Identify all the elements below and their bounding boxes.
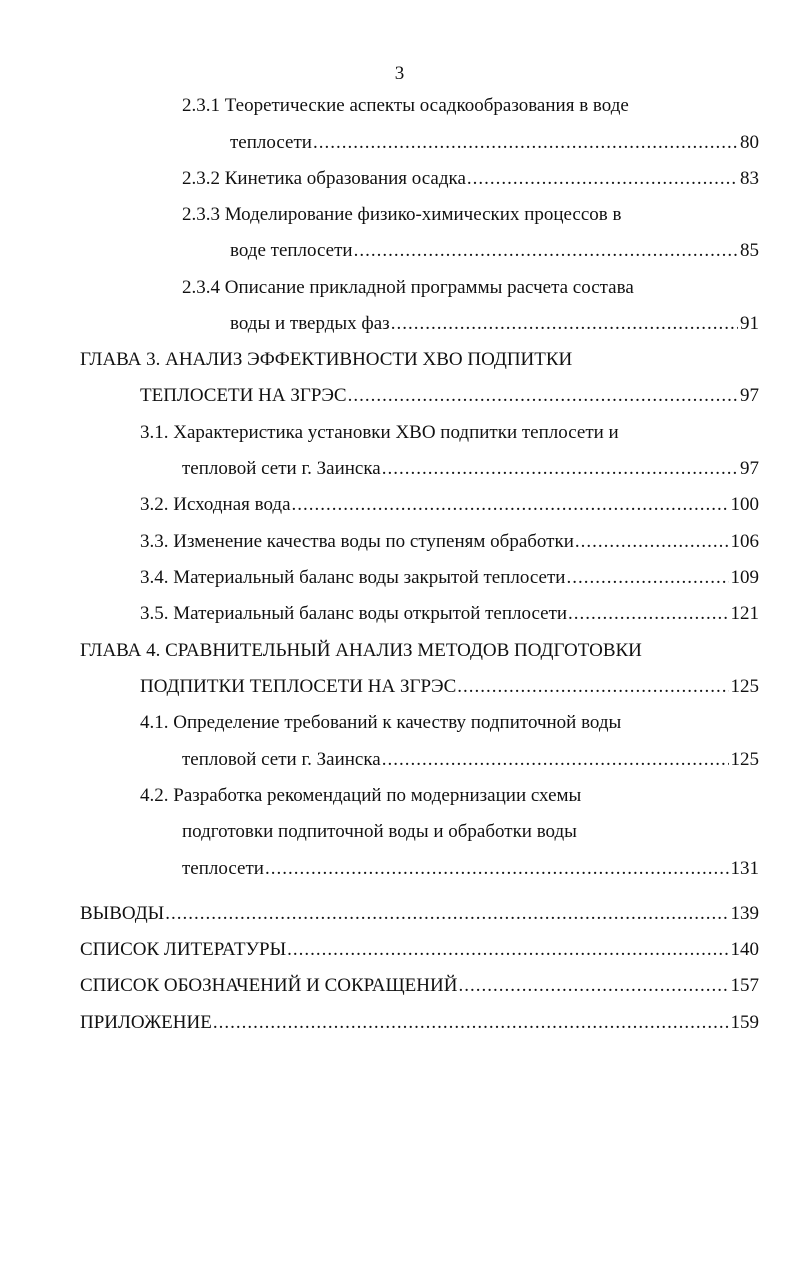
dot-leader bbox=[165, 900, 728, 928]
toc-entry-3-1[interactable] bbox=[182, 455, 759, 483]
page-number: 3 bbox=[394, 63, 405, 84]
toc-page-number: 139 bbox=[730, 903, 759, 924]
toc-entry-4-2[interactable] bbox=[182, 855, 759, 883]
dot-leader bbox=[313, 129, 738, 157]
dot-leader bbox=[354, 237, 738, 265]
toc-entry-text: 3.5. Материальный баланс воды открытой теплосети bbox=[140, 603, 568, 624]
toc-page-number: 83 bbox=[740, 168, 759, 189]
dot-leader bbox=[292, 491, 729, 519]
toc-entry-text: 3.4. Материальный баланс воды закрытой теплосети bbox=[140, 567, 566, 588]
toc-abbreviations[interactable] bbox=[80, 972, 759, 1000]
toc-page-number: 106 bbox=[730, 531, 759, 552]
dot-leader bbox=[457, 673, 728, 701]
toc-chapter-4[interactable] bbox=[140, 673, 759, 701]
toc-entry-text: ПРИЛОЖЕНИЕ bbox=[80, 1012, 212, 1033]
dot-leader bbox=[566, 564, 728, 592]
toc-entry-text: воде теплосети bbox=[230, 240, 353, 261]
toc-page-number: 85 bbox=[740, 240, 759, 261]
toc-entry-text: ПОДПИТКИ ТЕПЛОСЕТИ НА ЗГРЭС bbox=[140, 676, 457, 697]
toc-entry-text: ВЫВОДЫ bbox=[80, 903, 165, 924]
toc-entry-text: СПИСОК ОБОЗНАЧЕНИЙ И СОКРАЩЕНИЙ bbox=[80, 975, 458, 996]
toc-entry-text: теплосети bbox=[230, 132, 312, 153]
toc-page-number: 157 bbox=[730, 975, 759, 996]
toc-entry-2-3-1[interactable] bbox=[230, 129, 759, 157]
toc-references[interactable] bbox=[80, 936, 759, 964]
toc-page-number: 109 bbox=[730, 567, 759, 588]
toc-entry-text: теплосети bbox=[182, 858, 264, 879]
toc-entry-2-3-4-title: 2.3.4 Описание прикладной программы расчета состава bbox=[182, 277, 634, 298]
toc-page-number: 131 bbox=[730, 858, 759, 879]
toc-entry-text: 3.2. Исходная вода bbox=[140, 494, 291, 515]
dot-leader bbox=[382, 455, 738, 483]
toc-page-number: 100 bbox=[730, 494, 759, 515]
dot-leader bbox=[382, 746, 729, 774]
toc-entry-2-3-1-title: 2.3.1 Теоретические аспекты осадкообразования в воде bbox=[182, 95, 629, 116]
toc-chapter-3[interactable] bbox=[140, 382, 759, 410]
dot-leader bbox=[287, 936, 728, 964]
toc-entry-3-2[interactable] bbox=[140, 491, 759, 519]
toc-entry-2-3-2[interactable] bbox=[182, 165, 759, 193]
toc-entry-text: 2.3.2 Кинетика образования осадка bbox=[182, 168, 466, 189]
toc-page-number: 80 bbox=[740, 132, 759, 153]
toc-page-number: 125 bbox=[730, 749, 759, 770]
dot-leader bbox=[213, 1009, 729, 1037]
toc-entry-text: 3.3. Изменение качества воды по ступеням обработки bbox=[140, 531, 574, 552]
toc-entry-2-3-3-title: 2.3.3 Моделирование физико-химических процессов в bbox=[182, 204, 622, 225]
toc-entry-text: тепловой сети г. Заинска bbox=[182, 749, 381, 770]
toc-chapter-4-title: ГЛАВА 4. СРАВНИТЕЛЬНЫЙ АНАЛИЗ МЕТОДОВ ПОДГОТОВКИ bbox=[80, 640, 642, 661]
toc-entry-text: ТЕПЛОСЕТИ НА ЗГРЭС bbox=[140, 385, 347, 406]
dot-leader bbox=[391, 310, 738, 338]
dot-leader bbox=[458, 972, 728, 1000]
toc-entry-4-1[interactable] bbox=[182, 746, 759, 774]
dot-leader bbox=[265, 855, 729, 883]
toc-appendix[interactable] bbox=[80, 1009, 759, 1037]
toc-page-number: 121 bbox=[730, 603, 759, 624]
toc-entry-3-1-title: 3.1. Характеристика установки ХВО подпитки теплосети и bbox=[140, 422, 619, 443]
toc-page-number: 140 bbox=[730, 939, 759, 960]
toc-entry-2-3-4[interactable] bbox=[230, 310, 759, 338]
toc-chapter-3-title: ГЛАВА 3. АНАЛИЗ ЭФФЕКТИВНОСТИ ХВО ПОДПИТКИ bbox=[80, 349, 573, 370]
toc-conclusions[interactable] bbox=[80, 900, 759, 928]
toc-entry-text: СПИСОК ЛИТЕРАТУРЫ bbox=[80, 939, 287, 960]
dot-leader bbox=[467, 165, 738, 193]
dot-leader bbox=[348, 382, 738, 410]
toc-page-number: 125 bbox=[730, 676, 759, 697]
dot-leader bbox=[568, 600, 728, 628]
toc-entry-3-4[interactable] bbox=[140, 564, 759, 592]
toc-page-number: 97 bbox=[740, 385, 759, 406]
toc-entry-2-3-3[interactable] bbox=[230, 237, 759, 265]
toc-entry-3-5[interactable] bbox=[140, 600, 759, 628]
toc-entry-3-3[interactable] bbox=[140, 528, 759, 556]
toc-entry-4-2-title-cont: подготовки подпиточной воды и обработки воды bbox=[182, 821, 577, 842]
dot-leader bbox=[575, 528, 729, 556]
toc-page-number: 159 bbox=[730, 1012, 759, 1033]
toc-entry-text: тепловой сети г. Заинска bbox=[182, 458, 381, 479]
toc-page-number: 97 bbox=[740, 458, 759, 479]
toc-entry-4-2-title: 4.2. Разработка рекомендаций по модернизации схемы bbox=[140, 785, 582, 806]
toc-page-number: 91 bbox=[740, 313, 759, 334]
toc-entry-4-1-title: 4.1. Определение требований к качеству подпиточной воды bbox=[140, 712, 622, 733]
toc-entry-text: воды и твердых фаз bbox=[230, 313, 390, 334]
